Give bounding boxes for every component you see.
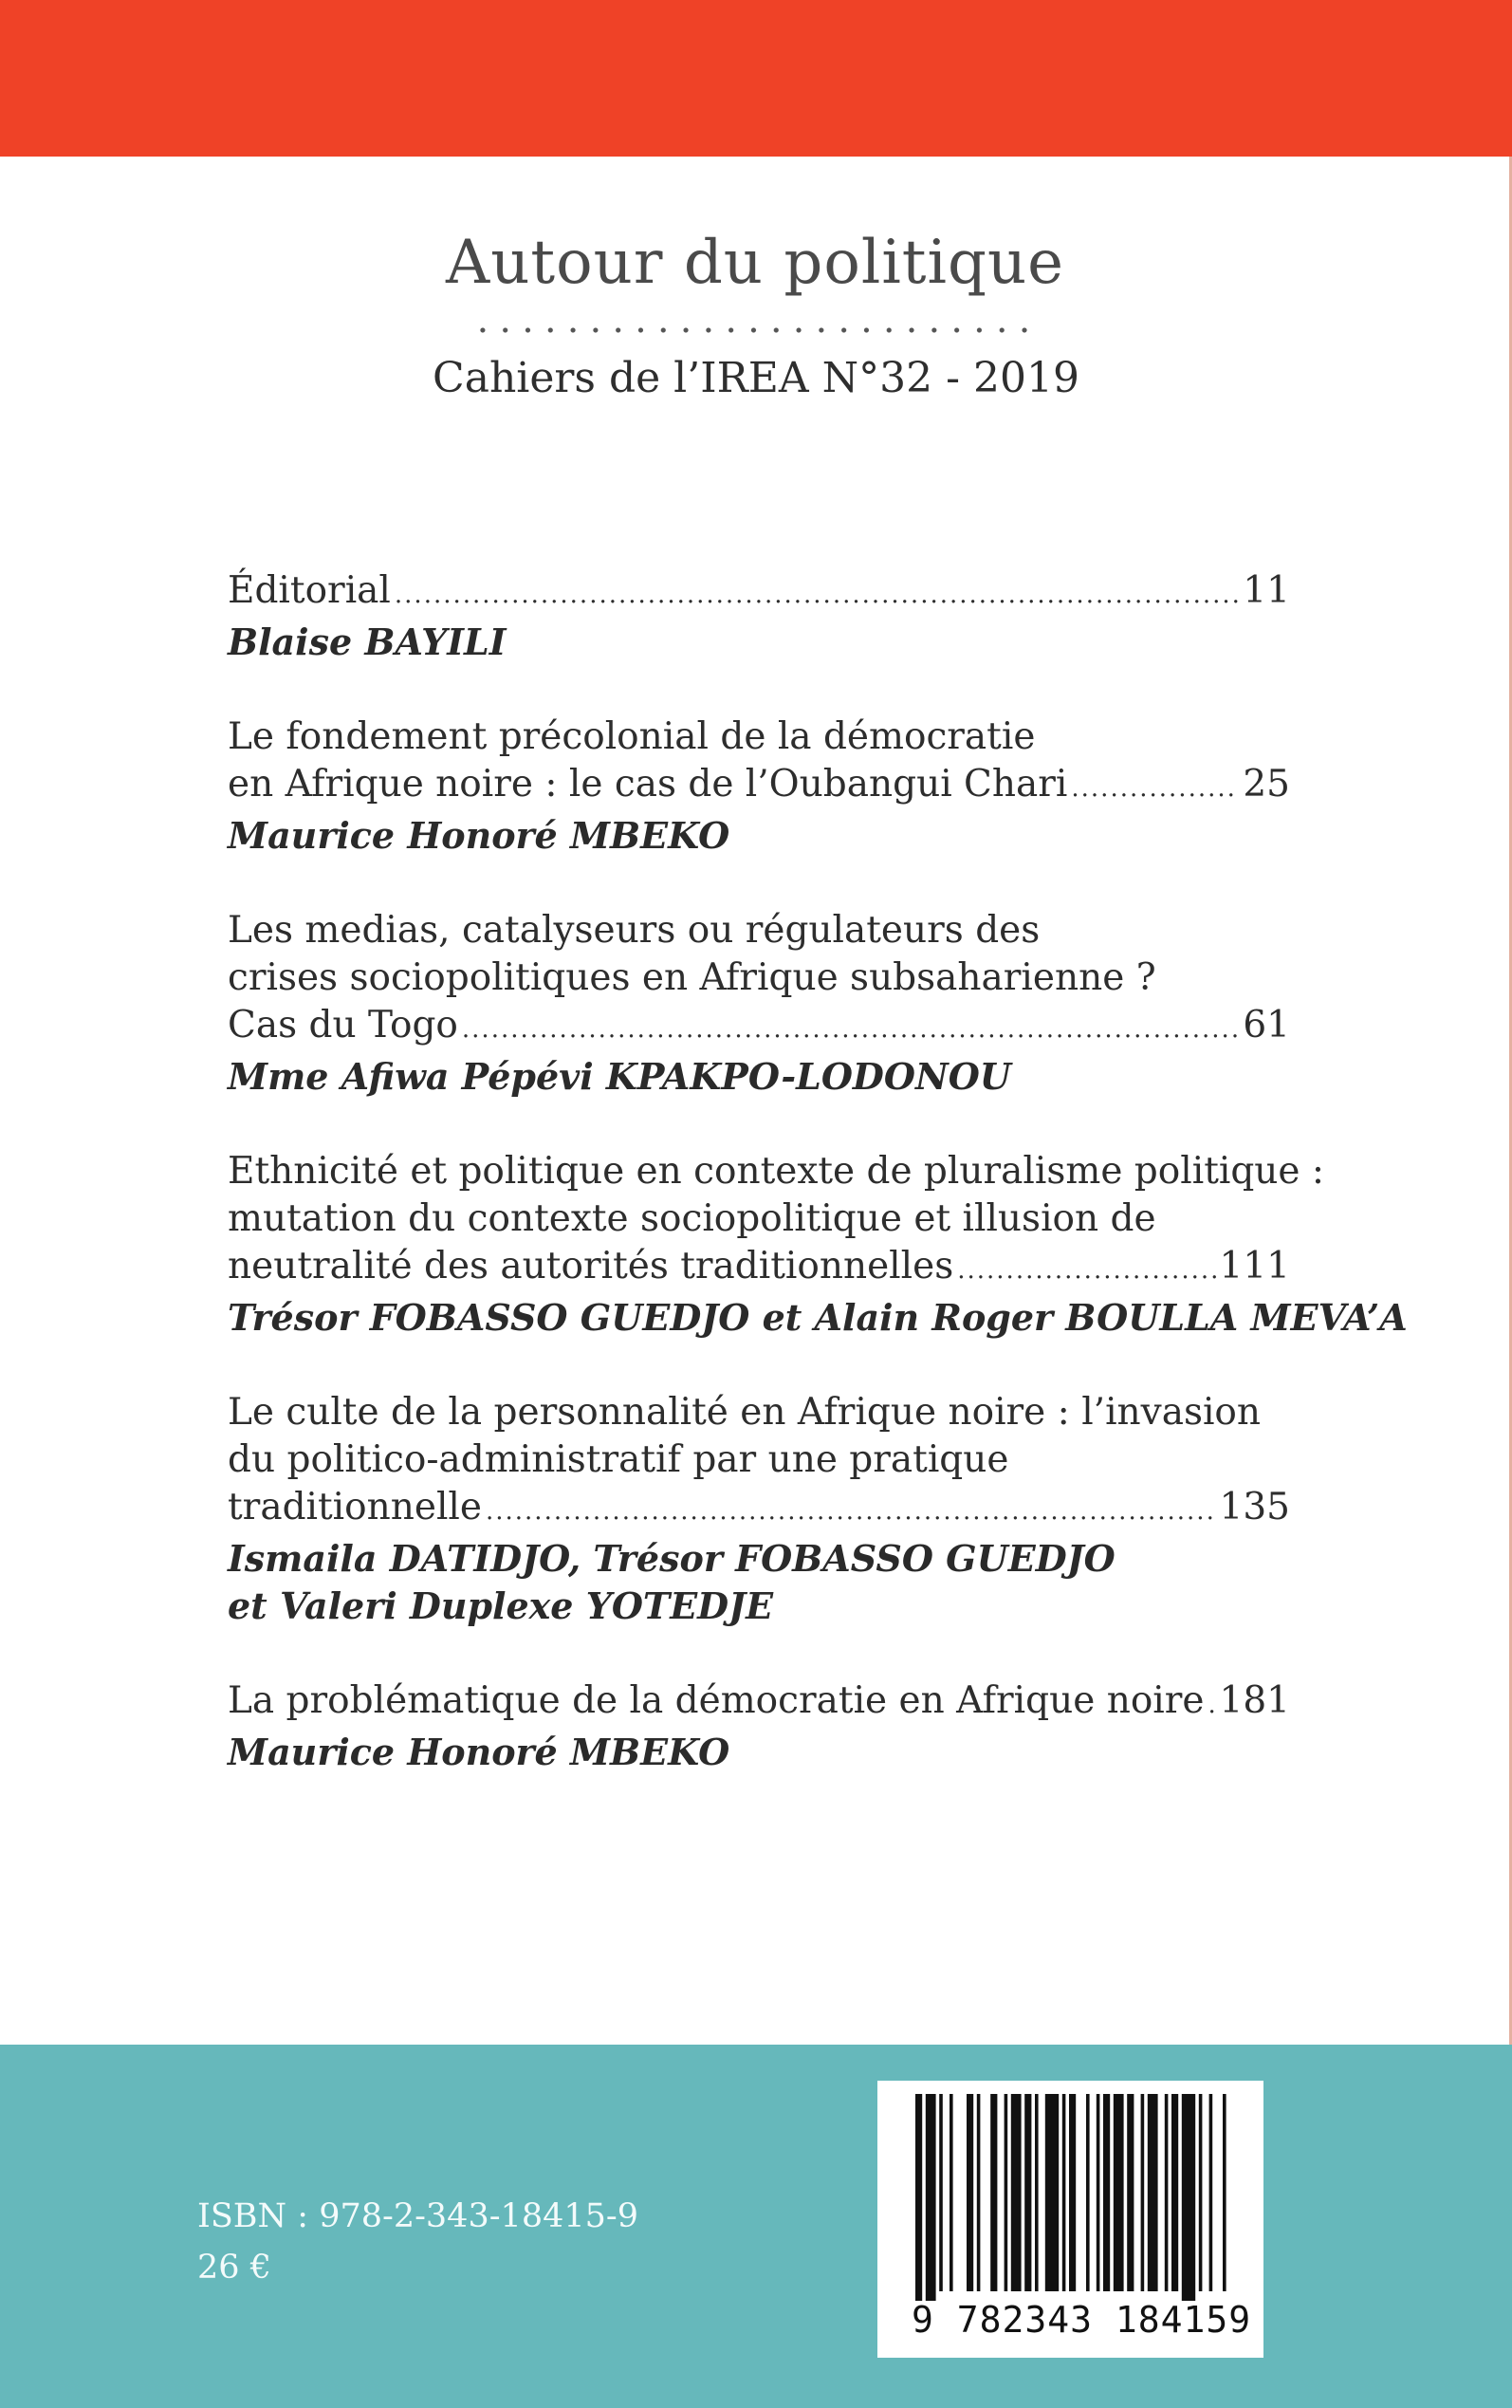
issue-line: Cahiers de l’IREA N°32 - 2019 (433, 354, 1079, 402)
toc-page-number: 11 (1243, 569, 1290, 612)
barcode-bar (1103, 2094, 1110, 2291)
series-title: Autour du politique (445, 228, 1065, 298)
barcode-bar (1005, 2094, 1008, 2291)
toc-title-line: Cas du Togo (228, 1004, 458, 1047)
toc-entry (228, 1389, 1290, 1630)
barcode-bar (1035, 2094, 1039, 2291)
barcode-bar (1141, 2094, 1145, 2291)
toc-title-with-page (228, 1484, 1290, 1535)
toc-entry (228, 1148, 1408, 1342)
barcode-bar (1024, 2094, 1031, 2291)
dot-leader (462, 1006, 1239, 1053)
barcode-bar (1127, 2094, 1134, 2291)
barcode-bar (977, 2094, 981, 2291)
toc-entry (228, 907, 1290, 1101)
barcode-bar (1199, 2094, 1203, 2291)
toc-title-with-page (228, 1243, 1290, 1294)
toc-page-number: 135 (1219, 1486, 1290, 1528)
dot-leader (957, 1247, 1215, 1294)
toc-entry (228, 713, 1290, 860)
dot-leader (395, 571, 1239, 619)
barcode-bar (1062, 2094, 1066, 2291)
toc-author: Mme Afiwa Pépévi KPAKPO-LODONOU (228, 1055, 1011, 1098)
toc-title-line: en Afrique noire : le cas de l’Oubangui Chari (228, 763, 1068, 806)
barcode-bar (939, 2094, 943, 2291)
toc-page-number: 181 (1219, 1679, 1290, 1722)
toc-title-line: mutation du contexte sociopolitique et illusion de (228, 1197, 1156, 1240)
toc-title-line: La problématique de la démocratie en Afrique noire (228, 1679, 1205, 1722)
barcode-bar (915, 2094, 922, 2301)
barcode-bar (950, 2094, 953, 2291)
barcode-bar (1011, 2094, 1022, 2291)
toc-author: Trésor FOBASSO GUEDJO et Alain Roger BOULLA MEVA’A (228, 1296, 1408, 1339)
toc-title-line: neutralité des autorités traditionnelles (228, 1245, 954, 1287)
toc-title-with-page (228, 567, 1290, 619)
barcode-bar (967, 2094, 973, 2291)
barcode-bar (1086, 2094, 1090, 2291)
barcode-bar (1097, 2094, 1100, 2291)
barcode-bar (1069, 2094, 1076, 2291)
barcode-bar (1209, 2094, 1213, 2291)
barcode-bar (1171, 2094, 1178, 2291)
toc-title-line: Le culte de la personnalité en Afrique noire : l’invasion (228, 1391, 1262, 1434)
price-text: 26 € (197, 2249, 271, 2287)
barcode (877, 2081, 1263, 2358)
toc-title-with-page (228, 1002, 1290, 1053)
toc-title-line: traditionnelle (228, 1486, 482, 1528)
barcode-bar (1114, 2094, 1124, 2291)
toc-title-line: Éditorial (228, 569, 391, 612)
barcode-bar (1165, 2094, 1169, 2291)
toc-title-line: Ethnicité et politique en contexte de pluralisme politique : (228, 1150, 1325, 1193)
barcode-bar (1182, 2094, 1195, 2301)
barcode-bar (1148, 2094, 1158, 2291)
toc-title-line: Le fondement précolonial de la démocratie (228, 715, 1036, 758)
barcode-bar (1223, 2094, 1226, 2291)
toc-page-number: 61 (1243, 1004, 1290, 1047)
barcode-digits: 9 782343 184159 (912, 2299, 1252, 2341)
header (0, 228, 1512, 402)
barcode-bar (990, 2094, 997, 2291)
top-color-band (0, 0, 1512, 157)
toc-title-with-page (228, 1677, 1290, 1729)
barcode-bar (1045, 2094, 1059, 2291)
isbn-text: ISBN : 978-2-343-18415-9 (197, 2197, 638, 2235)
dot-leader (1208, 1681, 1216, 1729)
toc-title-line: du politico-administratif par une pratique (228, 1438, 1009, 1481)
toc-author: et Valeri Duplexe YOTEDJE (228, 1584, 774, 1627)
barcode-bar (926, 2094, 936, 2301)
toc-entry (228, 1677, 1290, 1776)
toc-author: Ismaila DATIDJO, Trésor FOBASSO GUEDJO (228, 1537, 1116, 1580)
toc-entry (228, 567, 1290, 666)
toc-title-line: crises sociopolitiques en Afrique subsaharienne ? (228, 956, 1156, 999)
dotted-divider (471, 325, 1041, 335)
toc-title-line: Les medias, catalyseurs ou régulateurs des (228, 909, 1041, 952)
toc-page-number: 25 (1243, 763, 1290, 806)
toc-author: Maurice Honoré MBEKO (228, 1731, 730, 1773)
table-of-contents (228, 567, 1408, 1824)
dot-leader (486, 1488, 1216, 1535)
toc-title-with-page (228, 761, 1290, 812)
toc-author: Maurice Honoré MBEKO (228, 814, 730, 857)
dot-leader (1071, 765, 1239, 812)
toc-page-number: 111 (1219, 1245, 1290, 1287)
toc-author: Blaise BAYILI (228, 621, 507, 663)
